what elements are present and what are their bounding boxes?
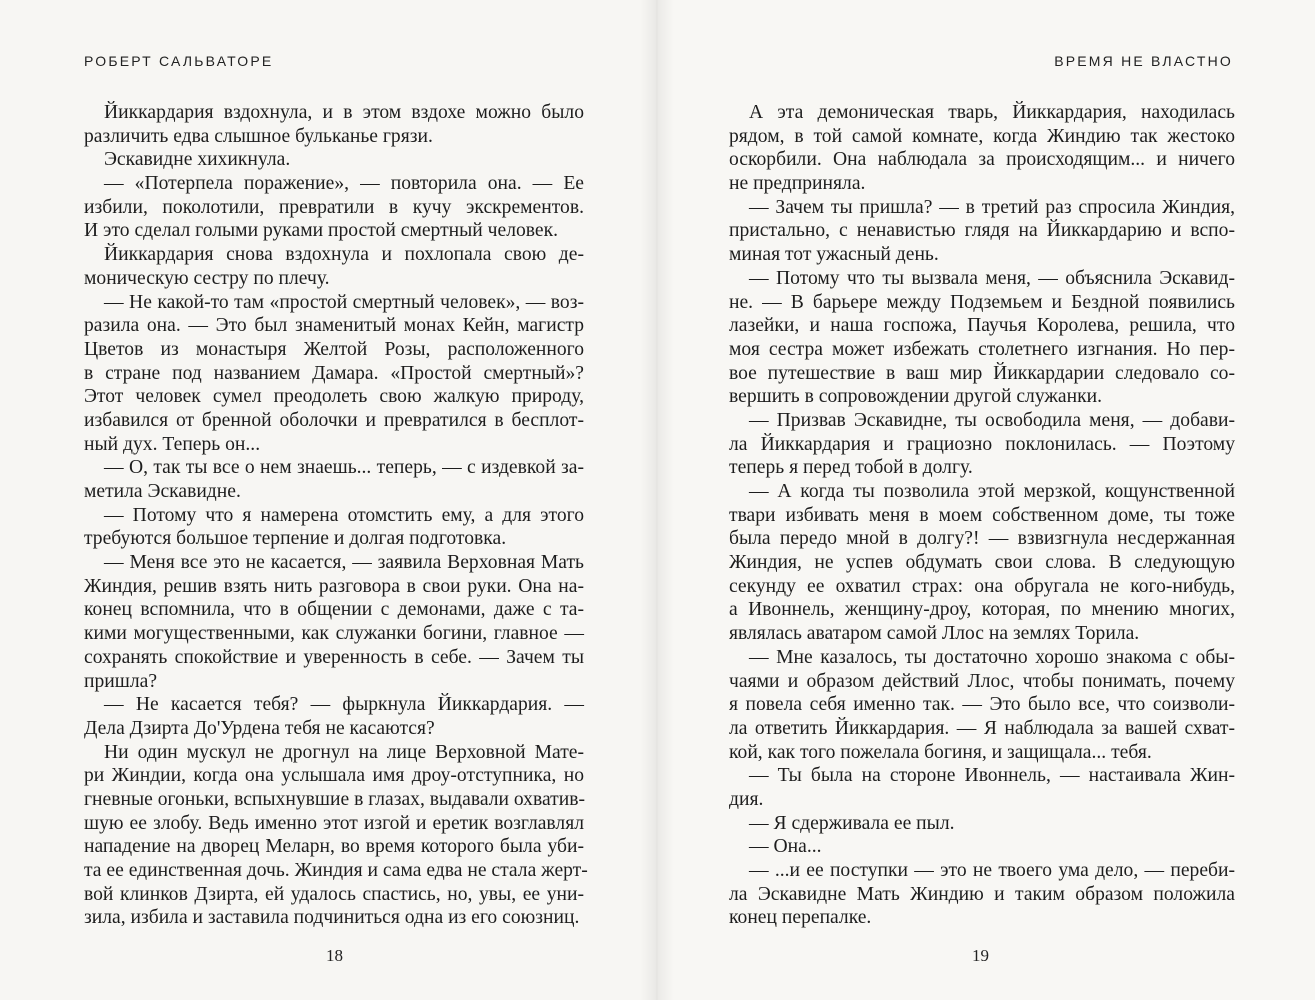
text-line: — Не какой-то там «простой смертный человек», — воз- <box>104 291 584 313</box>
text-line: — Потому что я намерена отомстить ему, а для этого <box>104 504 584 526</box>
text-line: метила Эскавидне. <box>84 481 241 502</box>
text-line: конец вспомнила, что в общении с демонами, даже с та- <box>84 599 584 621</box>
page-number: 18 <box>326 946 343 965</box>
text-line: пристально, с ненавистью глядя на Йиккардарию и вспо- <box>729 220 1235 242</box>
book-gutter <box>640 0 674 1000</box>
text-line: лазейки, и наша госпожа, Паучья Королева, решила, что <box>729 315 1235 337</box>
text-line: кой, как того пожелала богиня, и защищала... тебя. <box>729 741 1152 763</box>
text-line: — О, так ты все о нем знаешь... теперь, — с издевкой за- <box>104 457 584 479</box>
text-line: ла ответить Йиккардария. — Я наблюдала за вашей схват- <box>729 717 1235 739</box>
text-line: нападение на дворец Меларн, во время которого была уби- <box>84 836 584 858</box>
page-text <box>729 101 1235 930</box>
text-line: дия. <box>729 788 764 810</box>
text-line: твари избивать меня в моем собственном доме, ты тоже <box>729 504 1235 526</box>
text-line: являлась аватаром самой Ллос на землях Торила. <box>729 623 1140 645</box>
text-line: секунду ее охватил страх: она обругала не кого-нибудь, <box>729 575 1235 597</box>
text-line: моя сестра может избежать столетнего изгнания. Но пер- <box>729 338 1235 360</box>
text-line: Цветов из монастыря Желтой Розы, расположенного <box>84 338 584 360</box>
text-line: теперь я перед тобой в долгу. <box>729 457 973 479</box>
running-head-author: РОБЕРТ САЛЬВАТОРЕ <box>84 53 274 69</box>
text-line: различить едва слышное бульканье грязи. <box>84 125 433 147</box>
text-line: Жиндия, не успев обдумать свои слова. В следующую <box>729 552 1235 574</box>
text-line: та ее единственная дочь. Жиндия и сама едва не стала жерт- <box>84 860 588 881</box>
text-line: была передо мной в долгу?! — взвизгнула несдержанная <box>729 528 1235 550</box>
text-line: Йиккардария снова вздохнула и похлопала свою де- <box>104 244 584 266</box>
text-line: рядом, в той самой комнате, когда Жиндию так жестоко <box>729 125 1235 147</box>
text-line: Эскавидне хихикнула. <box>104 149 291 171</box>
page-text <box>84 101 588 930</box>
text-line: — Меня все это не касается, — заявила Верховная Мать <box>104 552 584 574</box>
text-line: — Призвав Эскавидне, ты освободила меня, — добави- <box>749 409 1235 431</box>
text-line: не. — В барьере между Подземьем и Бездной появились <box>729 291 1235 313</box>
left-page <box>0 0 657 1000</box>
text-line: шую ее злобу. Ведь именно этот изгой и еретик возглавлял <box>84 812 584 834</box>
text-line: оскорбили. Она наблюдала за происходящим... и ничего <box>729 149 1235 171</box>
text-line: И это сделал голыми руками простой смертный человек. <box>84 220 559 242</box>
text-line: миная тот ужасный день. <box>729 244 939 266</box>
text-line: гневные огоньки, вспыхнувшие в глазах, выдавали охватив- <box>84 788 585 810</box>
text-line: чаями и образом действий Ллос, чтобы понимать, почему <box>729 670 1235 692</box>
text-line: я повела себя именно так. — Это было все, что соизволи- <box>729 694 1235 716</box>
text-line: — ...и ее поступки — это не твоего ума дело, — переби- <box>749 860 1235 881</box>
text-line: — Она... <box>749 836 822 858</box>
text-line: кими могущественными, как служанки богини, главное — <box>84 623 584 645</box>
text-line: в стране под названием Дамара. «Простой смертный»? <box>84 362 584 384</box>
text-line: а Ивоннель, женщину-дроу, которая, по мнению многих, <box>729 599 1235 621</box>
text-line: избавился от бренной оболочки и превратился в бесплот- <box>84 409 584 431</box>
text-line: — Зачем ты пришла? — в третий раз спросила Жиндия, <box>749 196 1235 218</box>
text-line: зила, избила и заставила подчиниться одна из его союзниц. <box>84 907 580 929</box>
text-line: — Потому что ты вызвала меня, — объяснила Эскавид- <box>749 267 1235 289</box>
text-line: сохранять спокойствие и уверенность в себе. — Зачем ты <box>84 646 584 668</box>
text-line: ри Жиндии, когда она услышала имя дроу-отступника, но <box>84 765 584 787</box>
text-line: — Я сдерживала ее пыл. <box>749 812 955 834</box>
text-line: вой клинков Дзирта, ей удалось спастись, но, увы, ее уни- <box>84 883 584 905</box>
text-line: вершить в сопровождении другой служанки. <box>729 386 1102 408</box>
text-line: не предприняла. <box>729 173 866 195</box>
text-line: конец перепалке. <box>729 907 872 929</box>
text-line: ла Эскавидне Мать Жиндию и таким образом положила <box>729 883 1235 905</box>
text-line: разила она. — Это был знаменитый монах Кейн, магистр <box>84 315 584 337</box>
text-line: вое путешествие в ваш мир Йиккардарии следовало со- <box>729 362 1235 384</box>
text-line: Ни один мускул не дрогнул на лице Верховной Мате- <box>104 741 584 763</box>
text-line: Этот человек сумел преодолеть свою жалкую природу, <box>84 386 584 408</box>
text-line: Жиндия, решив взять нить разговора в свои руки. Она на- <box>84 575 584 597</box>
text-line: Дела Дзирта До'Урдена тебя не касаются? <box>84 717 435 739</box>
text-line: — Мне казалось, ты достаточно хорошо знакома с обы- <box>749 646 1235 668</box>
text-line: — Не касается тебя? — фыркнула Йиккардария. — <box>104 694 584 716</box>
text-line: ла Йиккардария и грациозно поклонилась. — Поэтому <box>729 433 1235 455</box>
text-line: А эта демоническая тварь, Йиккардария, находилась <box>749 102 1235 123</box>
text-line: пришла? <box>84 670 158 692</box>
right-page <box>657 0 1315 1000</box>
text-line: требуются большое терпение и долгая подготовка. <box>84 528 507 550</box>
text-line: избили, поколотили, превратили в кучу экскрементов. <box>84 196 584 218</box>
text-line: — «Потерпела поражение», — повторила она. — Ее <box>104 173 584 195</box>
running-head-title: ВРЕМЯ НЕ ВЛАСТНО <box>1054 53 1233 69</box>
text-line: моническую сестру по плечу. <box>84 267 330 289</box>
text-line: — А когда ты позволила этой мерзкой, кощунственной <box>749 481 1235 502</box>
text-line: — Ты была на стороне Ивоннель, — настаивала Жин- <box>749 765 1235 787</box>
text-line: ный дух. Теперь он... <box>84 433 261 455</box>
text-line: Йиккардария вздохнула, и в этом вздохе можно было <box>104 102 584 123</box>
page-number: 19 <box>972 946 989 965</box>
